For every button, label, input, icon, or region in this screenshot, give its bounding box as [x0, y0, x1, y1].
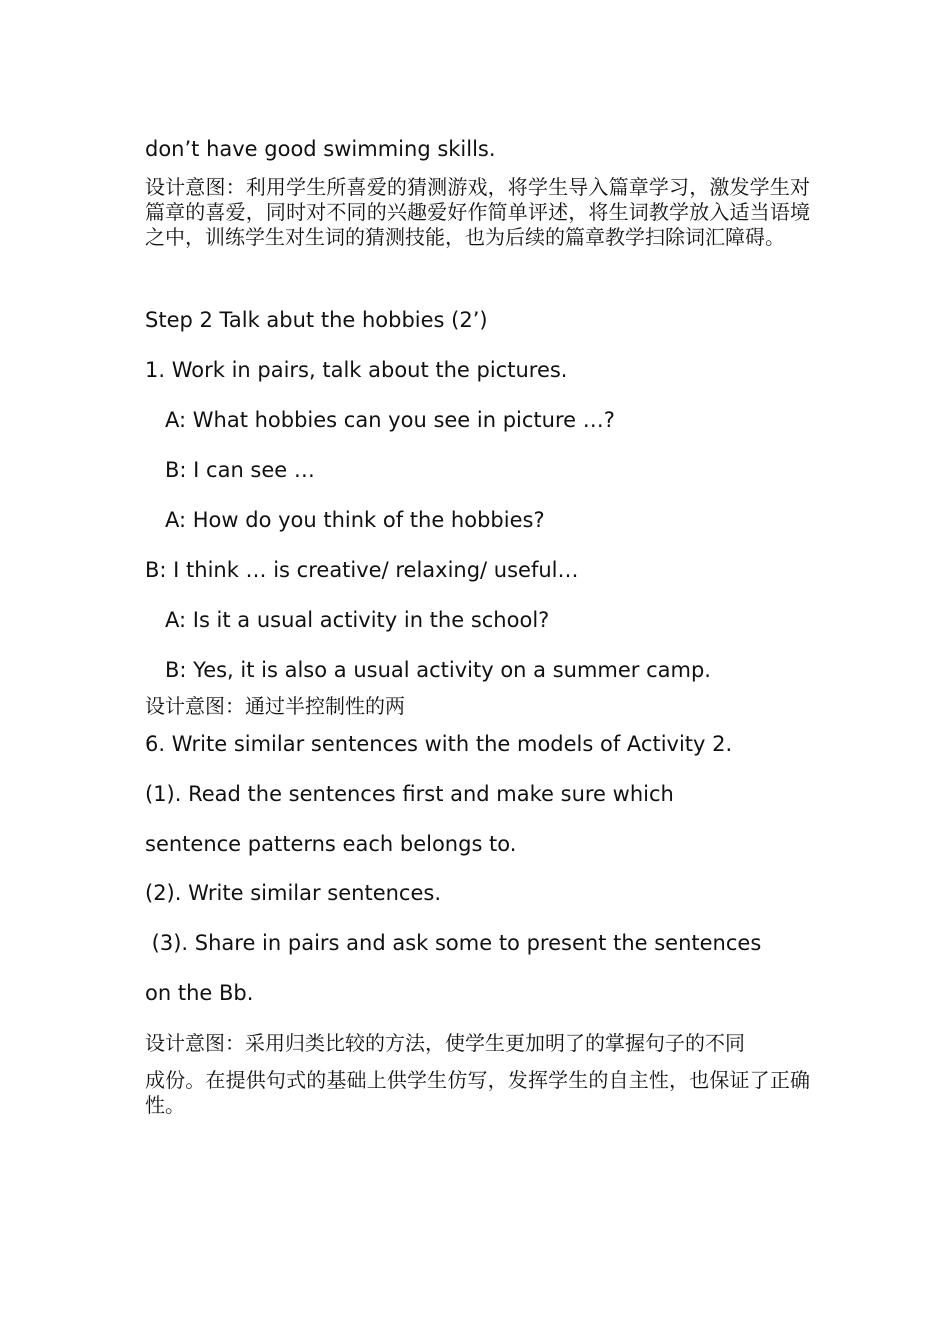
- item6-sub3-line1: (3). Share in pairs and ask some to present the sentences: [145, 931, 762, 955]
- design-intent-paragraph-3-line1: 设计意图：采用归类比较的方法，使学生更加明了的掌握句子的不同: [145, 1031, 745, 1055]
- design-intent-paragraph-3-line2: 成份。在提供句式的基础上供学生仿写，发挥学生的自主性，也保证了正确性。: [145, 1068, 810, 1117]
- dialogue-line: B: I can see …: [165, 458, 315, 482]
- item6-heading: 6. Write similar sentences with the models of Activity 2.: [145, 732, 733, 756]
- dialogue-line: A: Is it a usual activity in the school?: [165, 608, 550, 632]
- item6-sub3-line2: on the Bb.: [145, 981, 254, 1005]
- design-intent-paragraph-2: 设计意图：通过半控制性的两: [145, 694, 405, 718]
- dialogue-line: A: How do you think of the hobbies?: [165, 508, 545, 532]
- dialogue-line: B: Yes, it is also a usual activity on a summer camp.: [165, 658, 711, 682]
- item6-sub1-line1: (1). Read the sentences first and make sure which: [145, 782, 674, 806]
- intro-tail-text: don’t have good swimming skills.: [145, 137, 496, 161]
- dialogue-line: A: What hobbies can you see in picture …?: [165, 408, 615, 432]
- item6-sub2: (2). Write similar sentences.: [145, 881, 442, 905]
- design-intent-paragraph-1: 设计意图：利用学生所喜爱的猜测游戏，将学生导入篇章学习，激发学生对篇章的喜爱，同时对不同的兴趣爱好作简单评述，将生词教学放入适当语境之中，训练学生对生词的猜测技能，也为后续的篇章教学扫除词汇障碍。: [145, 175, 810, 249]
- item6-sub1-line2: sentence patterns each belongs to.: [145, 832, 517, 856]
- step2-heading: Step 2 Talk abut the hobbies (2’): [145, 308, 488, 332]
- step2-item-1: 1. Work in pairs, talk about the pictures.: [145, 358, 568, 382]
- dialogue-line: B: I think … is creative/ relaxing/ useful…: [145, 558, 579, 582]
